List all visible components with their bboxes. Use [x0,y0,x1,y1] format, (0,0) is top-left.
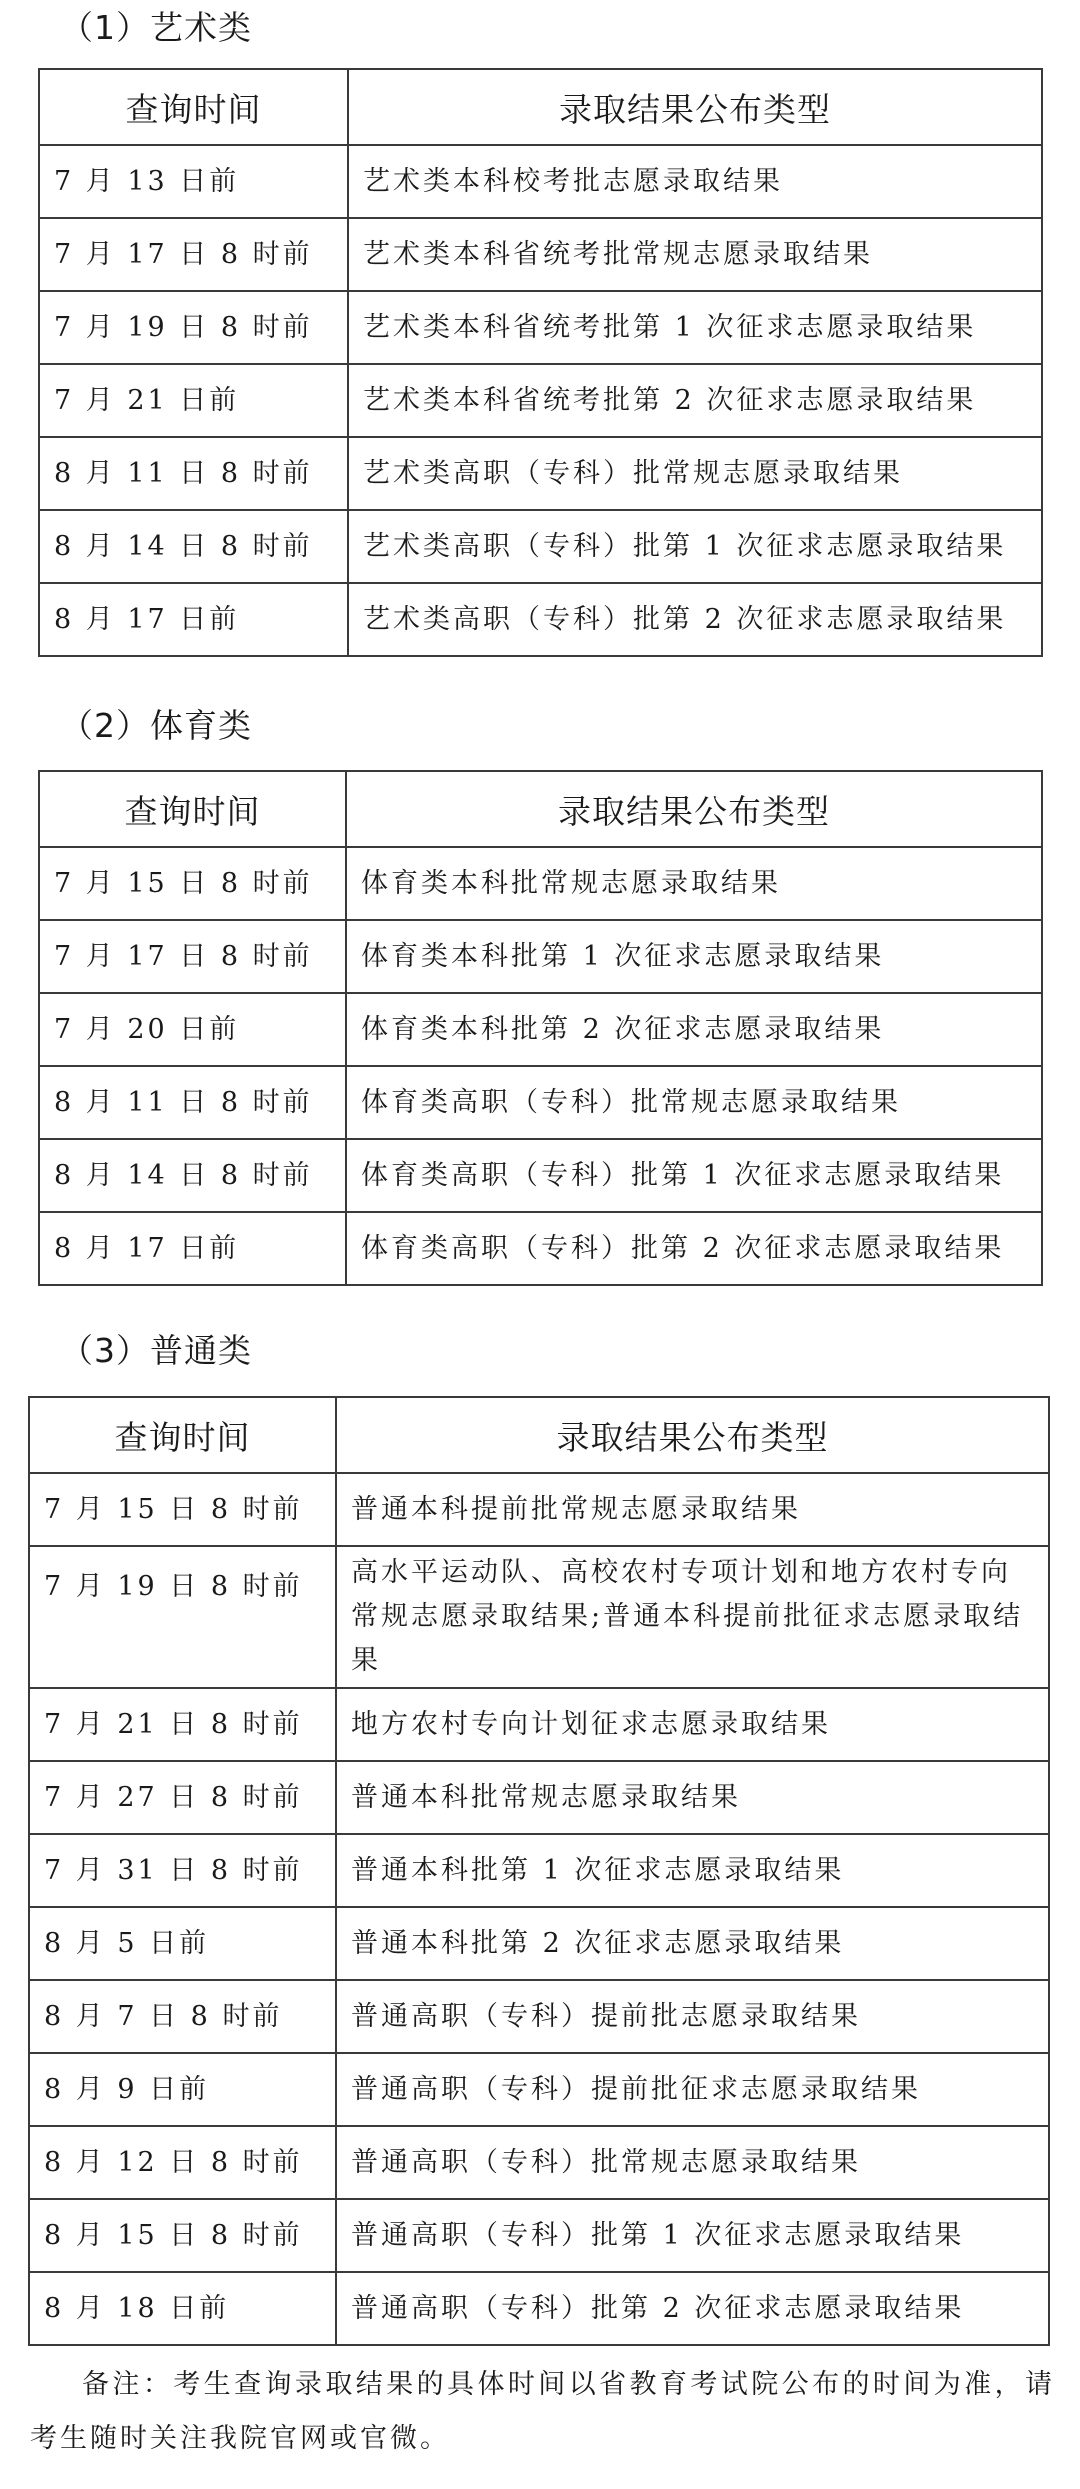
query-time-cell: 8 月 17 日前 [39,583,348,656]
query-time-cell: 8 月 12 日 8 时前 [29,2126,336,2199]
table-row [29,1688,1049,1761]
query-time-cell: 8 月 15 日 8 时前 [29,2199,336,2272]
result-type-cell: 艺术类高职（专科）批第 2 次征求志愿录取结果 [348,583,1042,656]
result-type-cell: 普通本科批第 1 次征求志愿录取结果 [336,1834,1049,1907]
query-time-cell: 8 月 17 日前 [39,1212,346,1285]
query-time-cell: 7 月 19 日 8 时前 [39,291,348,364]
table-row [29,1473,1049,1546]
result-type-cell: 体育类高职（专科）批第 2 次征求志愿录取结果 [346,1212,1042,1285]
table-row [39,437,1042,510]
result-type-cell: 艺术类高职（专科）批常规志愿录取结果 [348,437,1042,510]
table-row [39,364,1042,437]
query-time-cell: 8 月 9 日前 [29,2053,336,2126]
result-type-cell: 体育类高职（专科）批第 1 次征求志愿录取结果 [346,1139,1042,1212]
section-title-art: （1）艺术类 [60,8,252,47]
table-row [39,218,1042,291]
table-row [29,2199,1049,2272]
query-time-cell: 8 月 11 日 8 时前 [39,437,348,510]
table-row [39,1139,1042,1212]
table-header-row [39,771,1042,847]
result-type-cell: 普通高职（专科）提前批志愿录取结果 [336,1980,1049,2053]
table-header-row [39,69,1042,145]
query-time-cell: 8 月 18 日前 [29,2272,336,2345]
result-type-cell: 体育类高职（专科）批常规志愿录取结果 [346,1066,1042,1139]
query-time-cell: 7 月 31 日 8 时前 [29,1834,336,1907]
table-row [39,993,1042,1066]
query-time-cell: 7 月 20 日前 [39,993,346,1066]
result-type-cell: 普通本科批常规志愿录取结果 [336,1761,1049,1834]
table-row [39,920,1042,993]
result-type-cell: 艺术类本科省统考批第 2 次征求志愿录取结果 [348,364,1042,437]
header-result-type: 录取结果公布类型 [336,1397,1049,1473]
query-time-cell: 7 月 13 日前 [39,145,348,218]
query-time-cell: 7 月 27 日 8 时前 [29,1761,336,1834]
table-row [29,1834,1049,1907]
table-row [39,145,1042,218]
result-type-cell: 普通本科批第 2 次征求志愿录取结果 [336,1907,1049,1980]
result-type-cell: 普通高职（专科）批第 2 次征求志愿录取结果 [336,2272,1049,2345]
header-query-time: 查询时间 [29,1397,336,1473]
table-row [29,1546,1049,1688]
result-type-cell: 高水平运动队、高校农村专项计划和地方农村专向常规志愿录取结果;普通本科提前批征求志愿录取结果 [336,1546,1049,1688]
query-time-cell: 7 月 19 日 8 时前 [29,1546,336,1688]
table-general [28,1396,1050,2346]
query-time-cell: 8 月 14 日 8 时前 [39,1139,346,1212]
result-type-cell: 艺术类高职（专科）批第 1 次征求志愿录取结果 [348,510,1042,583]
header-query-time: 查询时间 [39,69,348,145]
query-time-cell: 7 月 15 日 8 时前 [39,847,346,920]
table-sports [38,770,1043,1286]
query-time-cell: 8 月 5 日前 [29,1907,336,1980]
header-query-time: 查询时间 [39,771,346,847]
result-type-cell: 普通高职（专科）批第 1 次征求志愿录取结果 [336,2199,1049,2272]
result-type-cell: 艺术类本科校考批志愿录取结果 [348,145,1042,218]
result-type-cell: 艺术类本科省统考批第 1 次征求志愿录取结果 [348,291,1042,364]
table-row [39,291,1042,364]
query-time-cell: 7 月 21 日前 [39,364,348,437]
section-title-sports: （2）体育类 [60,706,252,745]
table-row [39,847,1042,920]
query-time-cell: 8 月 14 日 8 时前 [39,510,348,583]
result-type-cell: 体育类本科批第 2 次征求志愿录取结果 [346,993,1042,1066]
result-type-cell: 体育类本科批常规志愿录取结果 [346,847,1042,920]
result-type-cell: 地方农村专向计划征求志愿录取结果 [336,1688,1049,1761]
result-type-cell: 普通高职（专科）提前批征求志愿录取结果 [336,2053,1049,2126]
table-row [39,1066,1042,1139]
header-result-type: 录取结果公布类型 [348,69,1042,145]
table-header-row [29,1397,1049,1473]
result-type-cell: 普通本科提前批常规志愿录取结果 [336,1473,1049,1546]
query-time-cell: 8 月 11 日 8 时前 [39,1066,346,1139]
table-art [38,68,1043,657]
result-type-cell: 普通高职（专科）批常规志愿录取结果 [336,2126,1049,2199]
query-time-cell: 8 月 7 日 8 时前 [29,1980,336,2053]
query-time-cell: 7 月 17 日 8 时前 [39,218,348,291]
result-type-cell: 体育类本科批第 1 次征求志愿录取结果 [346,920,1042,993]
result-type-cell: 艺术类本科省统考批常规志愿录取结果 [348,218,1042,291]
table-row [29,2053,1049,2126]
table-row [29,1761,1049,1834]
query-time-cell: 7 月 15 日 8 时前 [29,1473,336,1546]
query-time-cell: 7 月 21 日 8 时前 [29,1688,336,1761]
query-time-cell: 7 月 17 日 8 时前 [39,920,346,993]
table-row [39,583,1042,656]
footnote: 备注：考生查询录取结果的具体时间以省教育考试院公布的时间为准，请考生随时关注我院官网或官微。 [30,2369,1055,2454]
header-result-type: 录取结果公布类型 [346,771,1042,847]
table-row [29,2126,1049,2199]
table-row [29,1980,1049,2053]
table-row [39,510,1042,583]
table-row [29,1907,1049,1980]
section-title-general: （3）普通类 [60,1331,252,1370]
table-row [29,2272,1049,2345]
table-row [39,1212,1042,1285]
